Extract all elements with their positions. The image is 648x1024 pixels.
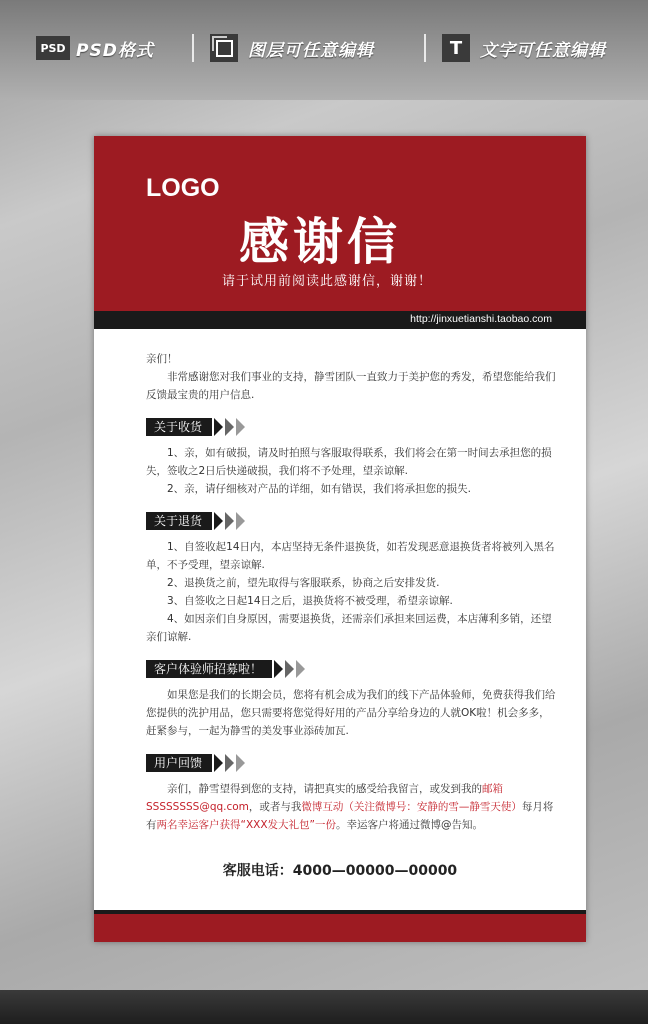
list-item: 4、如因亲们自身原因，需要退换货，还需亲们承担来回运费，本店薄利多销，还望亲们谅解. <box>146 613 552 643</box>
prize-text: 两名幸运客户获得“XXX发大礼包”一份 <box>156 819 336 831</box>
email-link[interactable]: 邮箱SSSSSSSS@qq.com <box>146 783 503 813</box>
section-heading-receiving: 关于收货 <box>146 418 245 436</box>
text-icon: T <box>442 34 470 62</box>
service-phone: 客服电话：4000—00000—00000 <box>222 863 458 879</box>
text-label: 文字可任意编辑 <box>480 40 606 61</box>
section-heading-feedback: 用户回馈 <box>146 754 245 772</box>
section-heading-recruit: 客户体验师招募啦！ <box>146 660 305 678</box>
section-heading-returns: 关于退货 <box>146 512 245 530</box>
chevron-icon <box>285 660 294 678</box>
subtitle: 请于试用前阅读此感谢信，谢谢！ <box>222 274 433 289</box>
chevron-icon <box>236 512 245 530</box>
chevron-icon <box>296 660 305 678</box>
chevron-icon <box>274 660 283 678</box>
layers-icon <box>210 34 238 62</box>
thank-you-card <box>94 136 586 942</box>
list-item: 如果您是我们的长期会员，您将有机会成为我们的线下产品体验师，免费获得我们给您提供的洗护用品，您只需要将您觉得好用的产品分享给身边的人就OK啦！机会多多，赶紧参与，一起为静雪的美发事业添砖加瓦. <box>146 689 556 737</box>
chevron-icon <box>214 754 223 772</box>
list-item: 2、亲，请仔细核对产品的详细，如有错误，我们将承担您的损失. <box>167 483 472 495</box>
shop-url[interactable]: http://jinxuetianshi.taobao.com <box>410 313 552 325</box>
chevron-icon <box>236 754 245 772</box>
chevron-icon <box>225 754 234 772</box>
chevron-icon <box>225 418 234 436</box>
list-item: 1、自签收起14日内，本店坚持无条件退换货，如若发现恶意退换货者将被列入黑名单，不予受理，望亲谅解. <box>146 541 555 571</box>
list-item: 1、亲，如有破损，请及时拍照与客服取得联系，我们将会在第一时间去承担您的损失，签收之2日后快递破损，我们将不予处理，望亲谅解. <box>146 447 552 477</box>
url-bar <box>94 311 586 329</box>
layers-label: 图层可任意编辑 <box>248 40 374 61</box>
top-banner <box>0 0 648 100</box>
list-item: 3、自签收之日起14日之后，退换货将不被受理，希望亲谅解. <box>167 595 453 607</box>
logo: LOGO <box>146 174 220 202</box>
intro-paragraph: 非常感谢您对我们事业的支持，静雪团队一直致力于美护您的秀发，希望您能给我们反馈最宝贵的用户信息. <box>146 371 556 401</box>
divider <box>192 34 194 62</box>
bottom-bar <box>0 990 648 1024</box>
chevron-icon <box>236 418 245 436</box>
list-item: 2、退换货之前，望先取得与客服联系，协商之后安排发货. <box>167 577 440 589</box>
chevron-icon <box>225 512 234 530</box>
card-header <box>94 136 586 311</box>
page-title: 感谢信 <box>239 213 401 271</box>
feedback-paragraph: 亲们，静雪望得到您的支持，请把真实的感受给我留言，或发到我的邮箱SSSSSSSS@qq.com，或者与我微博互动（关注微博号：安静的雪—静雪天使）每月将有两名幸运客户获得“XXX发大礼包”一份。幸运客户将通过微博@告知。 <box>146 783 554 831</box>
psd-badge: PSD <box>36 36 70 60</box>
format-label: PSD格式 <box>76 40 154 61</box>
footer-red-strip <box>94 914 586 942</box>
chevron-icon <box>214 418 223 436</box>
letter-body <box>146 350 556 834</box>
greeting: 亲们！ <box>146 353 178 365</box>
weibo-link[interactable]: 微博互动（关注微博号：安静的雪—静雪天使） <box>301 801 522 813</box>
chevron-icon <box>214 512 223 530</box>
divider <box>424 34 426 62</box>
